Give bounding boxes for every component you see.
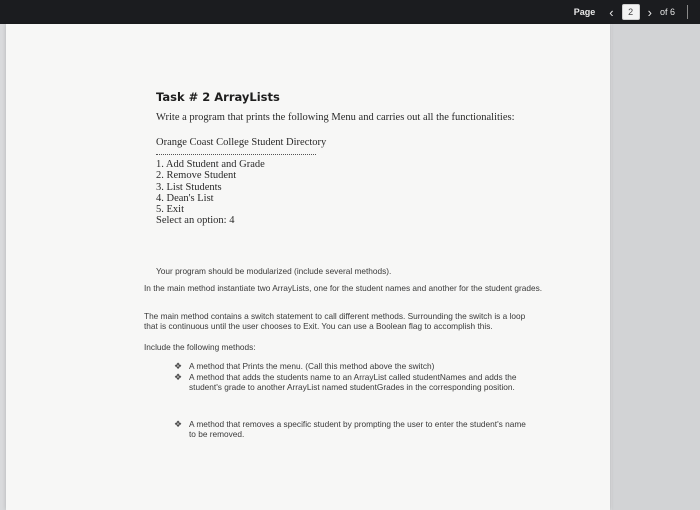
task-title: Task # 2 ArrayLists xyxy=(156,90,280,104)
page-navigator xyxy=(574,3,688,21)
viewer-toolbar xyxy=(0,0,700,24)
bullet-text: A method that removes a specific student by prompting the user to enter the student's name to be removed. xyxy=(189,419,526,439)
side-panel xyxy=(612,24,700,510)
paragraph: Include the following methods: xyxy=(144,342,256,352)
menu-item: 2. Remove Student xyxy=(156,170,237,182)
total-pages-label: of 6 xyxy=(659,7,675,17)
chevron-left-icon[interactable]: ‹ xyxy=(609,4,614,20)
page-label: Page xyxy=(573,7,596,17)
directory-title: Orange Coast College Student Directory xyxy=(156,137,327,148)
paragraph: Your program should be modularized (include several methods). xyxy=(156,266,392,276)
menu-item: 3. List Students xyxy=(156,181,222,193)
bullet-item xyxy=(174,372,534,392)
document-page xyxy=(6,24,610,510)
diamond-bullet-icon: ❖ xyxy=(174,419,183,429)
bullet-text: A method that Prints the menu. (Call this method above the switch) xyxy=(189,361,435,371)
current-page-input[interactable]: 2 xyxy=(622,4,640,20)
menu-item: 1. Add Student and Grade xyxy=(156,159,265,170)
chevron-right-icon[interactable]: › xyxy=(647,4,652,20)
paragraph: The main method contains a switch statement to call different methods. Surrounding the switch is a loop that is continuous until the user chooses to Exit. You can use a Boolean flag to accomplish this. xyxy=(144,311,526,331)
diamond-bullet-icon: ❖ xyxy=(174,372,183,382)
menu-item: 4. Dean's List xyxy=(156,192,214,204)
menu-prompt: Select an option: 4 xyxy=(156,215,235,227)
dashed-divider xyxy=(156,154,316,155)
bullet-item xyxy=(174,419,534,439)
bullet-text: A method that adds the students name to an ArrayList called studentNames and adds the student's grade to another ArrayList named studentGrades in the corresponding position. xyxy=(189,372,517,392)
paragraph: In the main method instantiate two ArrayLists, one for the student names and another for the student grades. xyxy=(144,283,543,293)
intro-text: Write a program that prints the following Menu and carries out all the functionalities: xyxy=(156,112,515,123)
bullet-item xyxy=(174,361,534,371)
menu-listing xyxy=(156,159,265,227)
toolbar-divider xyxy=(687,5,688,19)
diamond-bullet-icon: ❖ xyxy=(174,361,183,371)
menu-item: 5. Exit xyxy=(156,204,184,216)
